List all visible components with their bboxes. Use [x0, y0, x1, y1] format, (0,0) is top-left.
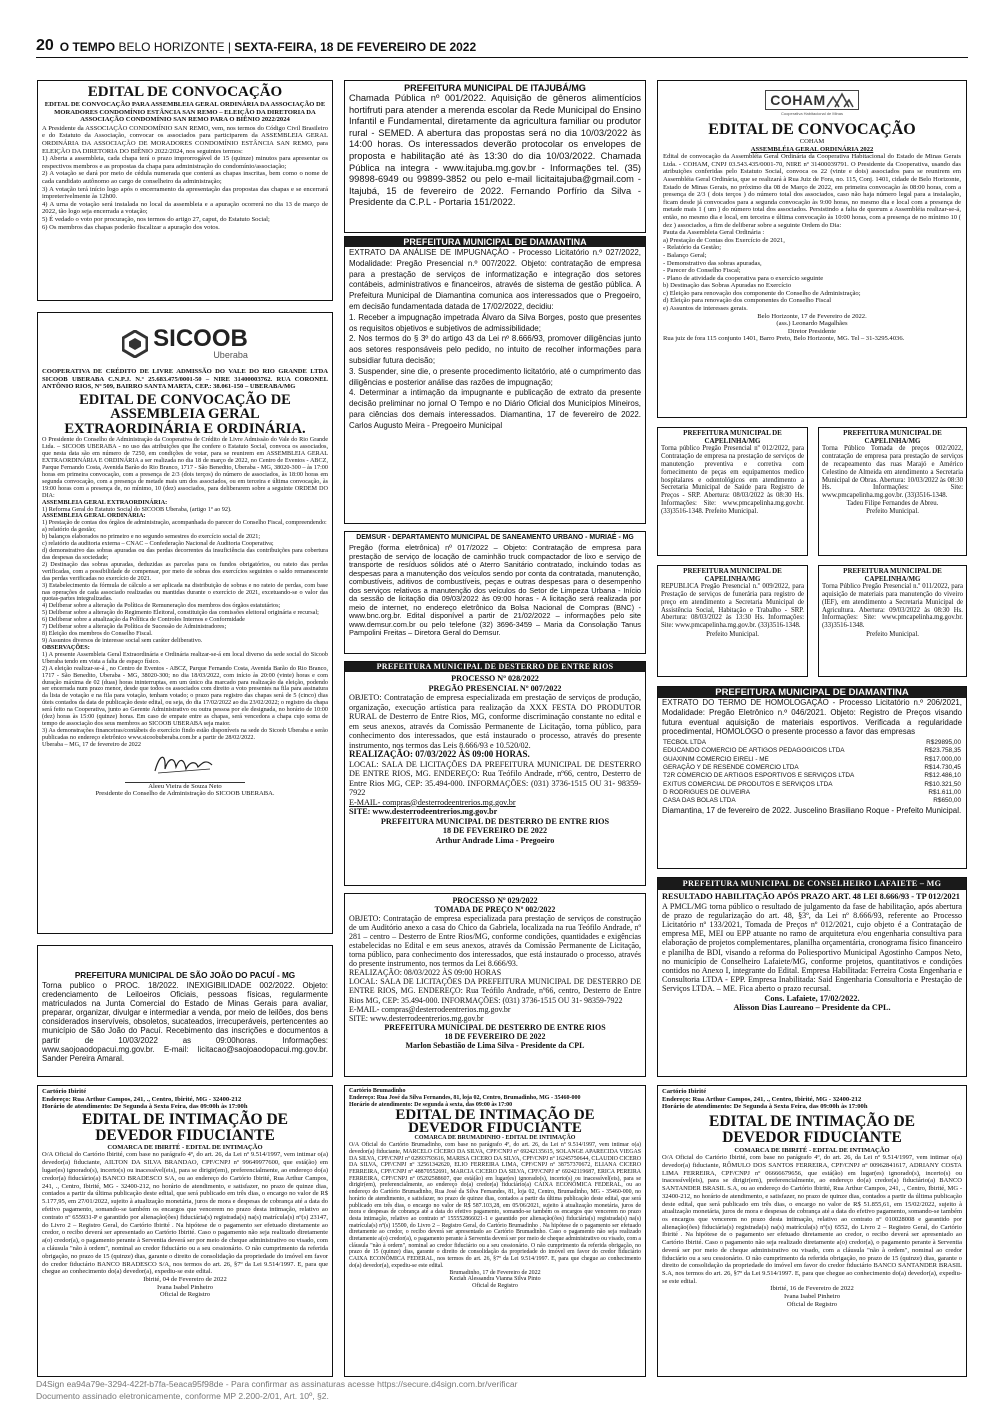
- winner-row: [662, 756, 962, 764]
- coham-item: b) Destinação das Sobras Apuradas no Exercício: [663, 282, 792, 290]
- ad-signature: Keziah Alessandra Vianna Silva Pinto: [449, 1276, 541, 1283]
- ad-date: Ibirité, 16 de Fevereiro de 2022: [770, 1285, 854, 1293]
- ad-title: PREFEITURA MUNICIPAL DE CAPELINHA/MG: [683, 429, 782, 445]
- ad-signature: Ivana Isabel Pinheiro: [156, 1283, 214, 1291]
- sicoob-item: 5) Deliberar sobre a alteração do Regimento Eleitoral, constituição das comissões eleitoral originária e recursal;: [42, 609, 319, 617]
- winner-value: R$29895,00: [926, 739, 961, 747]
- ad-header-address: Endereço: Rua Arthur Campos, 241, ., Centro, Ibirité, MG - 32400-212: [662, 1095, 862, 1103]
- ad-body: O/A Oficial do Cartório Ibirité, com base no parágrafo 4º, do art. 26, da Lei nº 9.514/1997, vem intimar o(a) devedor(a) fiduciante, AILTON DA SILVA BRANDAO, CPF/CNPJ nº 99649977600, que está(ão) em lugar(es) ignorado(s), incerto(s) ou inacessível(eis), para se dirigir(em), preferencialmente, ao endereço do(a) credor(a) fiduciário(a) BANCO BRADESCO S/A, ou ao endereço do Cartório Ibirité, Rua Arthur Campos, 241, ., Centro, Ibirité, MG - 32400-212, no horário de atendimento, e satisfazer, no prazo de quinze dias, contados a partir da última publicação deste edital, que será publicado em três dias, o encargo no valor de R$ 5.177,95, em 27/01/2022, sujeito à atualização monetária, juros de mora e despesas de cobrança até a data do efetivo pagamento, somando-se também os encargos que vencerem no prazo desta intimação, relativo ao contrato nº 655931-P e garantido por alienação(ões) fiduciária(s) registrada(s) na(s) matrícula(s) nº(s) 23147, do Livro 2 – Registro Geral, do Cartório Ibirité . Na hipótese de o pagamento ser efetuado diretamente ao credor, o recibo deverá ser apresentado ao Cartório Ibirité. Caso o pagamento não seja realizado diretamente a(o) credor(a), o pagamento perante à Serventia deverá ser por meio de cheque administrativo ou visado, com a cláusula "não à ordem", nominal ao credor fiduciário ou a seu cessionário. O não cumprimento da referida obrigação, no prazo de 15 (quinze) dias, garante o direito de consolidação da propriedade do imóvel em favor do credor fiduciário BANCO BRADESCO S/A, nos termos do art. 26, §7º da Lei 9.514/1997. E, para que chegue ao conhecimento do(a) devedor(a), expediu-se este edital.: [42, 1151, 328, 1276]
- sicoob-intro: O Presidente do Conselho de Administração da Cooperativa de Crédito de Livre Admissão do Vale do Rio Grande Ltda. – SICOOB UBERABA - no uso das atribuições que lhe confere o Estatuto Social, convoca os associados, que nesta data são em número de 7250, em condições de votar, para se reunirem em ASSEMBLEIA GERAL EXTRAORDINÁRIA E ORDINÁRIA a ser realizada no dia 18 de março de 2022, no Centro de Eventos - ABCZ, Parque Fernando Costa, Avenida Barão do Rio Branco, 1717 - São Benedito, Uberaba - MG, 38020-300 – às 17:00 horas em primeira convocação, com a presença de 2/3 (dois terços) do número de associados, às 18:00 horas em segunda convocação, com a presença de metade mais um dos associados, ou em terceira e última convocação, às 19:00 horas com a presença de, no mínimo, 10 (dez) associados, para deliberarem sobre a seguinte ORDEM DO DIA:: [42, 436, 328, 499]
- ad-role: Prefeito Municipal.: [866, 507, 919, 515]
- ad-comarca: COMARCA DE IBIRITÉ - EDITAL DE INTIMAÇÃO: [734, 1146, 890, 1154]
- ad-item: 6) Os membros das chapas poderão fiscalizar a apuração dos votos.: [42, 223, 220, 231]
- paper-city: BELO HORIZONTE: [118, 40, 225, 54]
- ad-header-address: Endereço: Rua Arthur Campos, 241, ., Centro, Ibirité, MG - 32400-212: [42, 1095, 242, 1103]
- sicoob-obs-title: OBSERVAÇÕES:: [42, 643, 90, 651]
- coham-role: Diretor Presidente: [787, 327, 837, 335]
- ad-modality: TOMADA DE PREÇO Nº 002/2022: [434, 905, 556, 915]
- sicoob-hexagon-icon: [122, 330, 148, 358]
- ad-title: PREFEITURA MUNICIPAL DE SÃO JOÃO DO PACUÍ - MG: [74, 971, 296, 980]
- ad-process: PROCESSO Nº 029/2022: [452, 896, 538, 905]
- winner-value: R$1.611,00: [928, 788, 961, 796]
- coham-body: [663, 153, 961, 343]
- winner-company: GUAXINIM COMERCIO EIRELI - ME: [663, 755, 769, 763]
- edition-date: SEXTA-FEIRA, 18 DE FEVEREIRO DE 2022: [234, 40, 477, 54]
- ad-cartorio-brumadinho: [344, 1085, 646, 1377]
- sicoob-item: 1) A presente Assembleia Geral Extraordinária e Ordinária realizar-se-á em local diverso da sede social do Sicoob Uberaba tendo em vista a falta de espaço físico.: [42, 650, 328, 665]
- page-header: 20 O TEMPO BELO HORIZONTE | SEXTA-FEIRA, 18 DE FEVEREIRO DE 2022: [36, 36, 968, 58]
- ad-title-bar: PREFEITURA MUNICIPAL DE DESTERRO DE ENTRE RIOS: [345, 662, 645, 672]
- ad-city-hall: PREFEITURA MUNICIPAL DE DESTERRO DE ENTRE RIOS: [380, 816, 610, 826]
- ad-header-hours: Horário de atendimento: De Segunda à Sexta Feira, das 09:00h às 17:00h: [42, 1103, 248, 1111]
- sicoob-item: 2) A eleição realizar-se-á , no Centro de Eventos - ABCZ, Parque Fernando Costa, Avenida Barão do Rio Branco, 1717 - São Benedito, Uberaba - MG, 38020-300; no dia 18/03/2022, com início às 20:00 (vinte) horas e com duração máxima de 02 (duas) horas ininterruptas, em um único dia marcado para realização da eleição, podendo ser encerrada num prazo menor, desde que todos os associados com direito a voto presentes na fila para assinatura da lista de votação e na fila para votação, tenham votado; o prazo para registro das chapas será de 5 (cinco) dias úteis contados da data de publicação deste edital, ou seja, do dia 17/02/2022 ao dia 23/02/2022; o registro da chapa será feito na Cooperativa, junto ao Gerente Administrativo ou outra pessoa por ele designada, no horário de 10:00 (dez) horas às 15:00 (quinze) horas. Em caso de empate entre as chapas, será vencedora a chapa cujo soma de tempo de associação dos seus membros ao SICOOB UBERABA seja maior.: [42, 664, 328, 728]
- coham-item: d) Eleição para renovação dos componentes do Conselho Fiscal: [663, 297, 832, 305]
- ad-body: Torna Público Pregão Presencial n.º 011/2022, para aquisição de materiais para manutenção do viveiro (IEF), em atendimento a Secretaria Municipal de Agricultura. Abertura: 09/03/2022 às 08:30 Hs. Informações: Site: www.pmcapelinha.mg.gov.br. (33)3516-1348.: [822, 583, 963, 630]
- ad-title: DEMSUR - DEPARTAMENTO MUNICIPAL DE SANEAMENTO URBANO - MURIAÉ - MG: [356, 534, 634, 541]
- ad-title-bar: PREFEITURA MUNICIPAL DE DIAMANTINA: [658, 687, 966, 698]
- winner-row: [662, 789, 962, 797]
- sicoob-item: d) demonstrativo das sobras apuradas ou das perdas decorrentes da insuficiência das contribuições para cobertura das despesas da sociedade;: [42, 547, 328, 561]
- coham-date: Belo Horizonte, 17 de Fevereiro de 2022.: [757, 312, 867, 320]
- winner-value: R$650,00: [933, 797, 961, 805]
- coham-logo-sub: Cooperativa Habitacional de Minas: [780, 111, 844, 116]
- ad-capelinha-tp002: [818, 427, 967, 556]
- ad-paragraph: 1. Receber a impugnação impetrada Álvaro da Silva Borges, posto que presentes os requisitos objetivos e subjetivos de admissibilidade;: [349, 312, 641, 333]
- coham-pauta: Pauta da Assembleia Geral Ordinária :: [663, 229, 765, 237]
- ad-header-hours: Horário de atendimento: De segunda à sexta, das 09:00 às 17:00: [349, 1101, 513, 1108]
- winner-value: R$10.321,50: [924, 780, 961, 788]
- ad-body: [345, 672, 645, 847]
- ad-comarca: COMARCA DE BRUMADINHO - EDITAL DE INTIMAÇÃO: [414, 1135, 576, 1142]
- ad-signature: Tadeu Filipe Fernandes de Abreu.: [846, 500, 939, 508]
- ad-title: PREFEITURA MUNICIPAL DE CAPELINHA/MG: [683, 567, 782, 583]
- ad-date: Ibirité, 04 de Fevereiro de 2022: [143, 1276, 227, 1284]
- ad-body: O/A Oficial do Cartório Brumadinho, com base no parágrafo 4º, do art. 26, da Lei nº 9.514/1997, vem intimar o(a) devedor(a) fiduciante, MARCELO CÍCERO DA SILVA, CPF/CNPJ nº 69242135615, SOLANGE APARECIDA VIEGAS DA SILVA, CPF/CNPJ nº 02993793616, MARISA CICERO DA SILVA, CPF/CNPJ nº 16245750644, CLAUDIO CICERO DA SILVA, CPF/CNPJ nº 32561342620, ELIO FERREIRA LIMA, CPF/CNPJ nº 38757370672, ELIANA CICERO FERREIRA, CPF/CNPJ nº 48870552691, MARCIA CICERO DA SILVA, CPF/CNPJ nº 69242119687, ERICA PEREIRA FERREIRA, CPF/CNPJ nº 05202588607, que está(ão) em lugar(es) ignorado(s), incerto(s) ou inacessível(eis), para se dirigir(em), preferencialmente, ao endereço do(a) credor(a) fiduciário(a) CAIXA ECONÔMICA FEDERAL, ou ao endereço do Cartório Brumadinho, Rua José da Silva Fernandes, 81, loja 02, Centro, Brumadinho, MG - 35460-000, no horário de atendimento, e satisfazer, no prazo de quinze dias, contados a partir da última publicação deste edital, que será publicado em três dias, o encargo no valor de R$ 587.103,28, em 05/06/2021, sujeito à atualização monetária, juros de mora e despesas de cobrança até a data do efetivo pagamento, somando-se também os encargos que vencerem no prazo desta intimação, relativo ao contrato nº 155552866021-1 e garantido por alienação(ões) fiduciária(s) registrada(s) na(s) matrícula(s) nº(s) 15500, do Livro 2 – Registro Geral, do Cartório Brumadinho . Na hipótese de o pagamento ser efetuado diretamente ao credor, o recibo deverá ser apresentado ao Cartório Brumadinho. Caso o pagamento não seja realizado diretamente a(o) credor(a), o pagamento perante à Serventia deverá ser por meio de cheque administrativo ou visado, com a cláusula "não à ordem", nominal ao credor fiduciário ou a seu cessionário. O não cumprimento da referida obrigação, no prazo de 15 (quinze) dias, garante o direito de consolidação da propriedade do imóvel em favor do credor fiduciário CAIXA ECONÔMICA FEDERAL, nos termos do art. 26, §7º da Lei 9.514/1997. E, para que chegue ao conhecimento do(a) devedor(a), expediu-se este edital.: [349, 1142, 641, 1269]
- ad-capelinha-011: [818, 565, 967, 677]
- ad-intro: A Presidente da ASSOCIAÇÃO CONDOMÍNIO SAN REMO, vem, nos termos do Código Civil Brasileiro e do Estatuto da Associação, convocar os associados para participarem da ASSEMBLEIA GERAL ORDINÁRIA DA ASSOCIAÇÃO DE MORADORES CONDOMÍNIO ESTÂNCIA SAN REMO, para ELEIÇÃO DA DIRETORIA DO BIÊNIO 2022/2024, nos seguintes termos:: [42, 124, 328, 155]
- ad-location: LOCAL: SALA DE LICITAÇÕES DA PREFEITURA MUNICIPAL DE DESTERRO DE ENTRE RIOS, MG. ENDEREÇO: Rua Teófilo Andrade, nº66, centro, Desterro de Entre Rios MG, CEP: 35.494-000. INFORMAÇÕES: (031) 3736-1515 OU 31- 98359-7922: [349, 977, 641, 1005]
- ad-header-name: Cartório Ibirité: [662, 1088, 707, 1095]
- winners-table: [662, 739, 962, 805]
- coham-title: EDITAL DE CONVOCAÇÃO: [708, 121, 916, 138]
- ad-paragraph: EXTRATO DA ANÁLISE DE IMPUGNAÇÃO - Processo Licitatório n.º 027/2022, Modalidade: Pregão Presencial n.º 007/2022. Objeto: contratação de empresa para a prestação de serviços de informatização e integração dos setores contábeis, administrativos e financeiros, através de sistema de gestão pública. A Prefeitura Municipal de Diamantina comunica aos interessados que o Pregoeiro, em decisão fundamentada datada de 17/02/2022, decidiu:: [349, 248, 641, 311]
- ad-role: Oficial de Registro: [159, 1291, 211, 1299]
- sicoob-item: b) balanços elaborados no primeiro e no segundo semestres do exercício social de 2021;: [42, 533, 261, 541]
- ad-item: 3) A votação terá início logo após o encerramento da apresentação das propostas das chapas e se encerrará impreterivelmente às 12h00.: [42, 185, 328, 201]
- ad-date: Brumadinho, 17 de Fevereiro de 2022: [449, 1269, 541, 1276]
- ad-realization: REALIZAÇÃO: 07/03/2022 ÀS 09:00 HORAS.: [349, 749, 530, 759]
- sicoob-item: 3) Estabelecimento da fórmula de cálculo a ser aplicada na distribuição de sobras e no rateio de perdas, com base nas operações de cada associado realizadas ou mantidas durante o exercício de 2021, excetuando-se o valor das quotas-partes integralizadas.: [42, 581, 328, 603]
- coham-intro: Edital de convocação da Assembléia Geral Ordinária da Cooperativa Habitacional do Estado de Minas Gerais Ltda. - COHAM, CNPJ 03.543.435/0001-70, NIRE nº 31400039791. O Presidente da Cooperativa, usando das atribuições conferidas pelo Estatuto Social, convoca os 22 (vinte e dois) associados para se reunirem em Assembléia Geral Ordinária, que se realizará à Rua Juiz de Fora, no. 115, Conj. 1401, cidade de Belo Horizonte, Estado de Minas Gerais, no próximo dia 08 de Março de 2022, em primeira convocação às 08:00 horas, com a presença de 2/3 ( dois terços ) do número total dos associados, caso não haja número legal para a instalação, ficam desde já convocados para a segunda convocação às 9:00 horas, no mesmo dia e local com a presença de metade mais 1 ( um ) do número total dos associados. Persistindo a falta de quorum a Assembléia realizar-se-á, então, no mesmo dia e local, em terceira e última convocação às 10:00 horas, com a presença de no mínimo 10 ( dez ) associados, a fim de deliberar sobre a seguinte Ordem do Dia:: [663, 153, 961, 229]
- winner-value: R$12.486,10: [924, 772, 961, 780]
- winner-row: [662, 797, 962, 805]
- coham-item: - Demonstrativo das sobras apuradas,: [663, 259, 762, 267]
- ad-comarca: COMARCA DE IBIRITÉ - EDITAL DE INTIMAÇÃO: [107, 1143, 263, 1151]
- coham-item: - Relatório da Gestão;: [663, 244, 722, 252]
- sicoob-item: 9) Assuntos diversos de interesse social sem caráter deliberativo.: [42, 637, 203, 645]
- winner-company: D RODRIGUES DE OLIVEIRA: [663, 788, 751, 796]
- ad-item: 2) A votação se dará por meio de cédula numerada que conterá as chapas inscritas, bem como o nome de cada candidato autônomo ao cargo de conselheiro da administração;: [42, 170, 328, 185]
- paper-name: O TEMPO: [59, 40, 116, 54]
- winner-value: R$14.730,45: [924, 764, 961, 772]
- sicoob-body: [42, 437, 328, 748]
- ad-item: 5) É vedado o voto por procuração, nos termos do artigo 27, caput, do Estatuto Social;: [42, 215, 270, 223]
- page-number: 20: [36, 37, 54, 54]
- ad-diamantina-homologacao: [657, 686, 967, 869]
- ad-signature: Marlon Sebastião de Lima Silva - Presidente da CPL: [405, 1040, 585, 1050]
- ad-signature: Ivana Isabel Pinheiro: [783, 1292, 841, 1300]
- sicoob-logo: [42, 325, 328, 360]
- ad-cartorio-ibirite-2: [657, 1085, 967, 1377]
- coham-logo-text: COHAM: [770, 92, 826, 108]
- coham-signature: (ass.) Leonardo Magalhães: [776, 320, 848, 328]
- ad-body: [345, 894, 645, 1052]
- sicoob-item: 7) Deliberar sobre a alteração da Política de Sucessão de Administradores;: [42, 623, 227, 631]
- ad-title: EDITAL DE INTIMAÇÃO DE DEVEDOR FIDUCIANTE: [82, 1110, 288, 1144]
- ad-paragraph: 2. Nos termos do § 3º do artigo 43 da Lei nº 8.666/93, promover diligências junto aos setores responsáveis pelo pedido, no intuito de recolher informações para subsidiar futura decisão;: [349, 334, 641, 365]
- ad-role: Oficial de Registro: [786, 1300, 838, 1308]
- coham-item: - Balanço Geral;: [663, 251, 707, 259]
- sicoob-signer: Aleeu Vieira de Souza Neto: [125, 782, 245, 791]
- ad-intro: EXTRATO DO TERMO DE HOMOLOGAÇÃO - Processo Licitatório n.º 206/2021, Modalidade: Pregão Eletrônico n.º 046/2021. Objeto: Registro de Preços visando futura eventual aquisição de materiais esportivos. Verificada a regularidade procedimental, HOMOLOGO o presente processo a favor das empresas: [662, 698, 962, 737]
- ad-san-remo: [37, 80, 333, 301]
- ad-body: Pregão (forma eletrônica) nº 017/2022 – Objeto: Contratação de empresa para prestação de serviço de locação de caminhão truck compactador de lixo e serviço de transporte de resíduos sólidos até o Aterro Sanitário contratado, incluindo todas as despesas para a manutenção dos veículos sendo por conta da contratada, manutenção, combustíveis, aditivos de combustíveis, peças e outras despesas para o desempenho dos serviços relativos a manutenção dos veículos do Setor de Limpeza Urbana - Início da sessão de licitação dia 09/03/2022 às 09:00 horas - A licitação será realizada por meio de internet, no endereço eletrônico da Bolsa Nacional de Compras (BNC) - www.bnc.org.br. Edital disponível a partir de 21/02/2022 – informações pelo site www.demsur.com.br ou pelo telefone (32) 3696-3459 – Maria da Consolação Tanus Pampolini Freitas – Diretora Geral do Demsur.: [349, 543, 641, 638]
- winner-company: EXITUS COMERCIAL DE PRODUTOS E SERVIÇOS LTDA: [663, 780, 833, 788]
- sicoob-item: a) relatório da gestão;: [42, 526, 96, 534]
- ad-diamantina-impugnacao: [344, 236, 646, 524]
- sicoob-item: 3) As demonstrações financeiras/contábeis do exercício findo estão disponíveis na sede do Sicoob Uberaba e serão publicadas no endereço eletrônico www.sicoobuberaba.com.br a partir de 28/02/2022.: [42, 727, 328, 741]
- ad-email: E-MAIL- compras@desterrodeentrerios.mg.gov.br: [349, 797, 516, 807]
- ad-header-name: Cartório Ibirité: [42, 1088, 87, 1095]
- ad-site: SITE: www.desterrodeentrerios.mg.gov.br: [349, 807, 498, 816]
- ad-cartorio-ibirite-1: [37, 1085, 333, 1377]
- ad-item: 1) Aberta a assembleia, cada chapa terá o prazo improrrogável de 15 (quinze) minutos para apresentar os respectivos membros e as propostas da chapa para administração do condomínio/associação;: [42, 155, 328, 170]
- ad-object: OBJETO: Contratação de empresa especializada para prestação de serviços de construção de um Auditório anexo a casa do Chico da Gabriela, localizada na rua Teófilo Andrade, nº 281 – centro – Desterro de Entre Rios/MG, conforme condições, quantidades e exigências estabelecidas no Edital e em seus anexos, através da Comissão Permanente de Licitação, torna público, para conhecimento dos interessados, que está instaurado o processo, através do presente instrumento, nos termos da Lei 8.666/93.: [349, 914, 641, 969]
- ad-body: A PMCL/MG torna público o resultado de julgamento da fase de habilitação, após abertura de prazo de regularização do art. 48, §3º, da Lei nº 8.666/93, referente ao Processo Licitatório nº 133/2021, Tomada de Preços nº 012/2021, cujo objeto é a Contratação de empresa ME, MEI ou EPP atuante no ramo de arquitetura e/ou engenharia consultiva para elaboração de projetos complementares, planilha orçamentária, cronograma físico financeiro e planilha de BDI, visando a reforma do Poliesportivo Municipal Agostinho Campos Neto, no município de Conselheiro Lafaiete/MG, conforme projetos, quantitativos e condições contidos no Anexo I, integrante do Edital. Empresa Habilitada: Ferreira Costa Engenharia e Consultoria LTDA - EPP. Empresa Inabilitada: Said Engenharia Consultoria e Prestação de Serviços LTDA. – ME. Fica aberto o prazo recursal.: [662, 901, 962, 994]
- ad-body: Torna público Pregão Presencial nº 012/2022, para Contratação de empresa na prestação de serviços de manutenção preventiva e corretiva com fornecimento de peças em equipamentos medico hospitalares e odontológicos em atendimento a Secretaria Municipal de Saúde para Registro de Preços - SRP. Abertura: 08/03/2022 às 08:30 Hs. Informações: Site: www.pmcapelinha.mg.gov.br. (33)3516-1348. Prefeito Municipal.: [661, 445, 804, 515]
- sicoob-item: 1) Prestação de contas dos órgãos de administração, acompanhada do parecer do Conselho Fiscal, compreendendo:: [42, 519, 327, 527]
- ad-desterro-pregao: [344, 661, 646, 886]
- ad-title: EDITAL DE INTIMAÇÃO DE DEVEDOR FIDUCIANTE: [709, 1112, 915, 1146]
- winner-row: [662, 747, 962, 755]
- ad-header-name: Cartório Brumadinho: [349, 1088, 406, 1094]
- sicoob-item: 1) Reforma Geral do Estatuto Social do SICOOB Uberaba, (artigo 1º ao 92).: [42, 505, 232, 513]
- ad-modality: PREGÃO PRESENCIAL Nº 007/2022: [428, 683, 562, 693]
- sicoob-age-title: ASSEMBLEIA GERAL EXTRAORDINÁRIA:: [42, 498, 168, 506]
- ad-city-hall: PREFEITURA MUNICIPAL DE DESTERRO DE ENTRE RIOS: [384, 1022, 606, 1032]
- ad-date: 18 DE FEVEREIRO DE 2022: [444, 1031, 546, 1041]
- sicoob-item: 6) Deliberar sobre a atualização da Política de Controles Internos e Conformidade: [42, 616, 245, 624]
- sicoob-item: 8) Eleição dos membros do Conselho Fiscal.: [42, 630, 153, 638]
- ad-closing: Diamantina, 17 de fevereiro de 2022. Juscelino Brasiliano Roque - Prefeito Municipal.: [662, 805, 962, 815]
- ad-capelinha-009: [657, 565, 808, 677]
- sicoob-ago-title: ASSEMBLEIA GERAL ORDINÁRIA:: [42, 512, 146, 520]
- sicoob-logo-sub: Uberaba: [213, 350, 248, 360]
- winner-row: [662, 781, 962, 789]
- ad-signature: Alisson Dias Laureano – Presidente da CPL.: [733, 1003, 891, 1013]
- coham-item: - Parecer do Conselho Fiscal;: [663, 267, 741, 275]
- coham-sub: ASSEMBLÉIA GERAL ORDINÁRIA 2022: [750, 145, 874, 153]
- ad-conselheiro-lafaiete: [657, 877, 967, 1077]
- sicoob-org: COOPERATIVA DE CRÉDITO DE LIVRE ADMISSÃO DO VALE DO RIO GRANDE LTDA SICOOB UBERABA C.N.P.J. N.º 25.683.475/0001-50 – NIRE 31400003762. RUA CORONEL ANTÔNIO RIOS, Nº 509, BAIRRO SANTA MARTA, CEP.: 38.061-150 – UBERABA/MG: [42, 368, 328, 391]
- digital-signature-note: Documento assinado eletronicamente, conforme MP 2.200-2/01, Art. 10º, §2.: [36, 1391, 329, 1401]
- ad-title: PREFEITURA MUNICIPAL DE CAPELINHA/MG: [843, 429, 942, 445]
- ad-header-address: Endereço: Rua José da Silva Fernandes, 81, loja 02, Centro, Brumadinho, MG - 35460-000: [349, 1094, 581, 1101]
- coham-address: Rua juiz de fora 115 conjunto 1401, Barro Preto, Belo Horizonte, MG. Tel – 31-3295.4036.: [663, 335, 905, 343]
- signature-image: [42, 751, 328, 782]
- ad-object: OBJETO: Contratação de empresa especializada em prestação de serviços de produção, organização, execução artística para realização da XXX FESTA DO PRODUTOR RURAL de Desterro de Entre Rios, MG, conforme discriminação constante no edital e em seus anexos, através da Comissão Permanente de Licitação, torna público, para conhecimento dos interessados, que está instaurado o processo, através do presente instrumento, nos termos das Leis 8.666/93 e 10.520/02.: [349, 693, 641, 750]
- coham-item: c) Eleição para renovação dos componente do Conselho de Administração;: [663, 289, 861, 297]
- winner-company: TECBOL LTDA: [663, 739, 706, 747]
- ad-title-bar: PREFEITURA MUNICIPAL DE CONSELHEIRO LAFAIETE – MG: [658, 878, 966, 890]
- ad-title: EDITAL DE INTIMAÇÃO DE DEVEDOR FIDUCIANTE: [395, 1107, 595, 1137]
- houses-icon: [826, 92, 854, 108]
- winner-value: R$17.000,00: [924, 755, 961, 763]
- sicoob-logo-text: SICOOB: [153, 325, 248, 352]
- winner-row: [662, 772, 962, 780]
- ad-title: PREFEITURA MUNICIPAL DE CAPELINHA/MG: [843, 567, 942, 583]
- ad-body: Chamada Pública nº 001/2022. Aquisição de gêneros alimentícios hortifruti para atender a merenda escolar da Rede Municipal do Ensino Infantil e Fundamental, diretamente da agricultura familiar ou produtor rural - SEMED. A abertura das propostas será no dia 10/03/2022 às 14:00 horas. Os interessados deverão protocolar os envelopes de proposta e habilitação até às 13:30 do dia 10/03/2022. Chamada Pública na integra - www.itajuba.mg.gov.br - Informações tel. (35) 99898-6949 ou 99899-3852 ou pelo e-mail licitaitajuba@gmail.com - Itajubá, 15 de fevereiro de 2022. Fernando Porfírio da Silva - Presidente da C.P.L - Portaria 151/2022.: [349, 93, 641, 208]
- winner-company: CASA DAS BOLAS LTDA: [663, 797, 736, 805]
- ad-title: RESULTADO HABILITAÇÃO APÓS PRAZO ART. 48 LEI 8.666/93 - TP 012/2021: [662, 892, 960, 901]
- ad-desterro-tomada: [344, 893, 646, 1077]
- ad-email: E-MAIL- compras@desterrodeentrerios.mg.gov.br: [349, 1004, 511, 1014]
- ad-role: Prefeito Municipal.: [866, 630, 919, 638]
- coham-logo: [663, 90, 961, 110]
- sicoob-signer-role: Presidente do Conselho de Administração do SICOOB UBERABA.: [95, 790, 275, 798]
- ad-date: 18 DE FEVEREIRO DE 2022: [442, 826, 548, 835]
- ad-sao-joao-pacui: [37, 945, 333, 1077]
- sicoob-item: 4) Deliberar sobre a alteração da Política de Remuneração dos membros dos órgãos estatutários;: [42, 602, 281, 610]
- ad-paragraph: 3. Suspender, sine die, o presente procedimento licitatório, até o cumprimento das diligências e posterior análise das razões de impugnação;: [349, 366, 641, 387]
- winner-company: T2R COMERCIO DE ARTIGOS ESPORTIVOS E SERVIÇOS LTDA: [663, 772, 855, 780]
- ad-signature: Arthur Andrade Lima - Pregoeiro: [435, 835, 555, 845]
- coham-org: COHAM: [799, 138, 825, 145]
- winner-company: EDUCANDO COMERCIO DE ARTIGOS PEDAGOGICOS LTDA: [663, 747, 845, 755]
- ad-realization: REALIZAÇÃO: 08/03/2022 ÀS 09:00 HORAS: [349, 968, 502, 978]
- ad-subtitle: EDITAL DE CONVOCAÇÃO PARA ASSEMBLEIA GERAL ORDINÁRIA DA ASSOCIAÇÃO DE MORADORES CONDOMÍNIO ESTÂNCIA SAN REMO – ELEIÇÃO DA DIRETORIA DA ASSOCIAÇÃO CONDOMÍNIO SAN REMO PARA O BIÊNIO 2022/2024: [44, 101, 326, 124]
- ad-item: 4) A urna de votação será instalada no local da assembleia e a apuração ocorrerá no dia 13 de março de 2022, tão logo seja encerrada a votação;: [42, 200, 328, 216]
- coham-item: a) Prestação de Contas dos Exercício de 2021,: [663, 236, 785, 244]
- winner-row: [662, 764, 962, 772]
- d4sign-line: D4Sign ea94a79e-3294-422f-b7fa-5eaca95f98de - Para confirmar as assinaturas acesse https://secure.d4sign.com.br/verificar: [36, 1379, 518, 1389]
- ad-coham: [657, 80, 967, 418]
- ad-body: REPUBLICA Pregão Presencial n.º 009/2022, para Prestação de serviços de funerária para registro de preço em atendimento a Secretaria Municipal de Assistência Social, Habitação e Trabalho - SRP. Abertura: 08/03/2022 às 13:30 Hs. Informações: Site: www.pmcapelinha.mg.gov.br. (33)3516-1348.: [661, 583, 804, 630]
- ad-sicoob: [37, 312, 333, 934]
- ad-title-bar: PREFEITURA MUNICIPAL DE DIAMANTINA: [345, 237, 645, 247]
- sicoob-item: c) relatório da auditoria externa – CNAC – Confederação Nacional de Auditoria Cooperativa;: [42, 540, 274, 548]
- ad-paragraph: 4. Determinar a intimação da impugnante e publicação de extrato da presente decisão preliminar no jornal O Tempo e no Diário Oficial dos Municípios Mineiros, para ciências dos demais interessados. Diamantina, 17 de fevereiro de 2022. Carlos Augusto Meira - Pregoeiro Municipal: [349, 388, 641, 430]
- ad-location: LOCAL: SALA DE LICITAÇÕES DA PREFEITURA MUNICIPAL DE DESTERRO DE ENTRE RIOS, MG. ENDEREÇO: Rua Teófilo Andrade, nº66, centro, Desterro de Entre Rios MG, CEP: 35.494-000. INFORMAÇÕES: (031) 3736-1515 OU 31- 98359-7922: [349, 759, 641, 797]
- ad-header-hours: Horário de atendimento: De Segunda à Sexta Feira, das 09:00h às 17:00h: [662, 1103, 868, 1111]
- ad-role: Oficial de Registro: [472, 1283, 518, 1290]
- ad-body: Torna publico o PROC. 18/2022. INEXIGIBILIDADE 002/2022. Objeto: credenciamento de Leiloeiros Oficiais, pessoas físicas, regularmente matriculados na Junta Comercial do Estado de Minas Gerais para avaliar, preparar, organizar, divulgar e intermediar a venda, por meio de leilões, dos bens considerados inservíveis, obsoletos, sucateados, irrecuperáveis, pertencentes ao município de São João do Pacuí. Recebimento das inscrições e documentos a partir de 10/03/2022 as 09:00horas. Informações: www.saojoaodopacui.mg.gov.br. E-mail: licitacao@saojoaodopacui.mg.gov.br. Sander Pereira Amaral.: [42, 981, 328, 1063]
- ad-role: Prefeito Municipal.: [706, 630, 759, 638]
- ad-date: Cons. Lafaiete, 17/02/2022.: [764, 993, 860, 1003]
- coham-item: e) Assuntos de interesses gerais.: [663, 305, 748, 313]
- ad-title: EDITAL DE CONVOCAÇÃO: [87, 84, 283, 100]
- ad-body: [345, 247, 645, 433]
- coham-item: - Plano de atividade da cooperativa para o exercício seguinte: [663, 274, 824, 282]
- ad-itajuba: [344, 80, 646, 233]
- ad-body: O/A Oficial do Cartório Ibirité, com base no parágrafo 4º, do art. 26, da Lei nº 9.514/1997, vem intimar o(a) devedor(a) fiduciante, RÔMULO DOS SANTOS FERREIRA, CPF/CNPJ nº 00962841617, ADRIANY COSTA LIMA FERREIRA, CPF/CNPJ nº 06666679656, que está(ão) em lugar(es) ignorado(s), incerto(s) ou inacessível(eis), para se dirigir(em), preferencialmente, ao endereço do(a) credor(a) fiduciário(a) BANCO SANTANDER BRASIL S.A, ou ao endereço do Cartório Ibirité, Rua Arthur Campos, 241, ., Centro, Ibirité, MG - 32400-212, no horário de atendimento, e satisfazer, no prazo de quinze dias, contados a partir da última publicação deste edital, que será publicado em três dias, o encargo no valor de R$ 51.855,61, em 15/02/2022, sujeito à atualização monetária, juros de mora e despesas de cobrança até a data do efetivo pagamento, somando-se também os encargos que vencerem no prazo desta intimação, relativo ao contrato nº 010028008 e garantido por alienação(ões) fiduciária(s) registrada(s) na(s) matrícula(s) nº(s) 6552, do Livro 2 – Registro Geral, do Cartório Ibirité . Na hipótese de o pagamento ser efetuado diretamente ao credor, o recibo deverá ser apresentado ao Cartório Ibirité. Caso o pagamento não seja realizado diretamente a(o) credor(a), o pagamento perante à Serventia deverá ser por meio de cheque administrativo ou visado, com a cláusula "não à ordem", nominal ao credor fiduciário ou a seu cessionário. O não cumprimento da referida obrigação, no prazo de 15 (quinze) dias, garante o direito de consolidação da propriedade do imóvel em favor do credor fiduciário BANCO SANTANDER BRASIL S.A, nos termos do art. 26, §7º da Lei 9.514/1997. E, para que chegue ao conhecimento do(a) devedor(a), expediu-se este edital.: [662, 1154, 962, 1285]
- winner-company: GERAÇÃO Y DE RESENDE COMERCIO LTDA: [663, 764, 799, 772]
- winner-row: [662, 739, 962, 747]
- ad-body: Torna Público Tomada de preços 002/2022, contratação de empresa para prestação de serviços de recapeamento das ruas Marajó e Américo Celestino de Almeida em atendimento a Secretaria Municipal de Obras. Abertura: 10/03/2022 às 08:30 Hs. Informações: Site: www.pmcapelinha.mg.gov.br. (33)3516-1348.: [822, 445, 963, 500]
- sicoob-title: EDITAL DE CONVOCAÇÃO DE ASSEMBLEIA GERAL EXTRAORDINÁRIA E ORDINÁRIA.: [64, 391, 306, 437]
- sicoob-date: Uberaba – MG, 17 de fevereiro de 2022: [42, 740, 141, 748]
- winner-value: R$23.758,35: [924, 747, 961, 755]
- ad-demsur: [344, 531, 646, 654]
- ad-site: SITE: www.desterrodeentrerios.mg.gov.br: [349, 1013, 484, 1023]
- sicoob-item: 2) Destinação das sobras apuradas, deduzidas as parcelas para os fundos obrigatórios, ou rateio das perdas verificadas, com a possibilidade de compensar, por meio de sobras dos exercícios seguintes o saldo remanescente das perdas verificadas no exercício de 2021.: [42, 560, 328, 582]
- ad-body: [42, 125, 328, 231]
- ad-capelinha-012: [657, 427, 808, 556]
- ad-title: PREFEITURA MUNICIPAL DE ITAJUBÁ/MG: [404, 83, 586, 93]
- ad-process: PROCESSO Nº 028/2022: [451, 674, 539, 683]
